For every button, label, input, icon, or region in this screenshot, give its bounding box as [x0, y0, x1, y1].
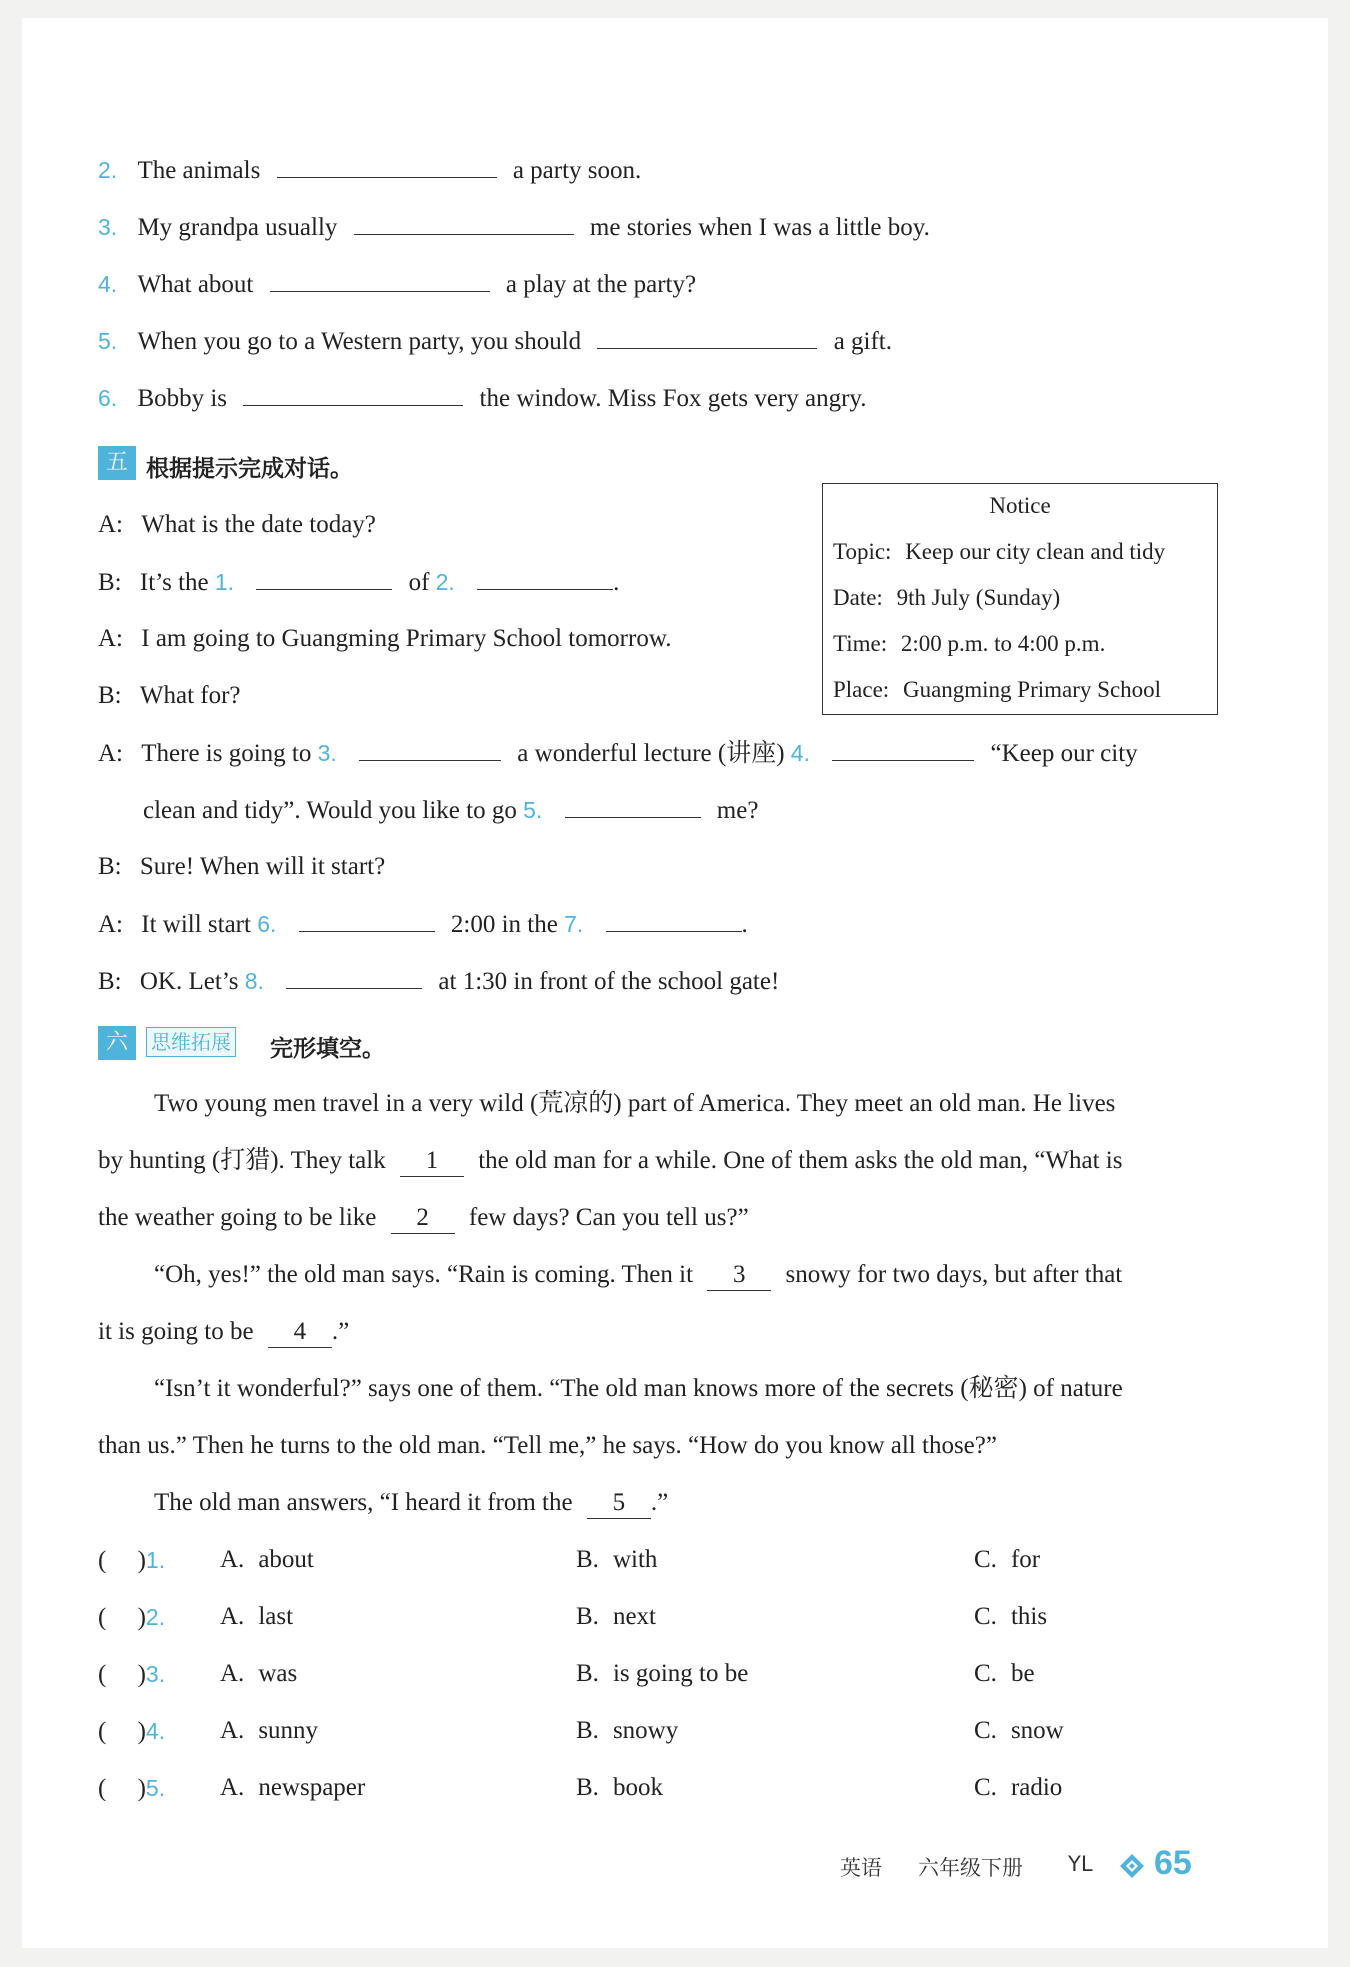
line-text: It will start — [141, 911, 251, 938]
option-text: sunny — [258, 1717, 319, 1744]
line-text: at 1:30 in front of the school gate! — [438, 968, 780, 995]
option-letter: C. — [974, 1660, 997, 1687]
option-a[interactable] — [220, 1659, 297, 1689]
passage-text: .” — [650, 1489, 669, 1516]
line-text: . — [741, 911, 748, 938]
option-text: snow — [1010, 1717, 1064, 1744]
option-c[interactable] — [974, 1773, 1062, 1803]
option-b[interactable] — [576, 1716, 678, 1746]
speaker: A: — [98, 511, 123, 538]
section-5-title: 根据提示完成对话。 — [146, 456, 353, 482]
option-row-4 — [98, 1716, 165, 1747]
dialogue-line-9 — [98, 966, 779, 997]
place-value: Guangming Primary School — [902, 677, 1162, 702]
dialogue-line-7 — [98, 852, 385, 882]
footer-subject: 英语 — [840, 1856, 882, 1880]
section-5-badge: 五 — [98, 446, 136, 480]
line-text: clean and tidy”. Would you like to go — [143, 797, 517, 824]
page-number: 65 — [1154, 1844, 1192, 1882]
passage-text: the old man for a while. One of them asks the old man, “What is — [478, 1147, 1123, 1174]
blank-number: 7. — [564, 911, 584, 937]
fill-item-6 — [98, 383, 867, 414]
option-text: next — [612, 1603, 656, 1630]
option-letter: C. — [974, 1774, 997, 1801]
passage-text: snowy for two days, but after that — [785, 1261, 1123, 1288]
speaker: B: — [98, 968, 122, 995]
topic-label: Topic: — [833, 539, 892, 564]
answer-bracket[interactable]: ( ) — [98, 1604, 146, 1631]
question-number: 2. — [145, 1604, 166, 1630]
answer-bracket[interactable]: ( ) — [98, 1661, 146, 1688]
answer-blank[interactable] — [299, 909, 435, 932]
footer-edition: YL — [1068, 1852, 1093, 1876]
line-text: It’s the — [139, 569, 209, 596]
dialogue-line-3 — [98, 624, 672, 654]
cloze-blank-5[interactable]: 5 — [587, 1488, 651, 1519]
fill-item-4 — [98, 269, 696, 300]
blank-number: 5. — [523, 797, 543, 823]
option-letter: C. — [974, 1717, 997, 1744]
notice-date — [833, 584, 1060, 612]
option-b[interactable] — [576, 1602, 656, 1632]
answer-blank[interactable] — [565, 795, 701, 818]
passage-line: Two young men travel in a very wild (荒凉的) part of America. They meet an old man. He lives — [154, 1090, 1116, 1117]
answer-blank[interactable] — [286, 966, 422, 989]
cloze-blank-3[interactable]: 3 — [707, 1260, 771, 1291]
option-c[interactable] — [974, 1602, 1047, 1632]
item-text: When you go to a Western party, you should — [137, 328, 582, 355]
dialogue-line-2 — [98, 567, 619, 598]
answer-blank[interactable] — [597, 326, 817, 349]
item-text: The animals — [137, 157, 261, 184]
option-row-1 — [98, 1545, 165, 1576]
option-text: is going to be — [612, 1660, 749, 1687]
question-number: 4. — [145, 1718, 166, 1744]
passage-text: .” — [331, 1318, 350, 1345]
item-number: 4. — [98, 271, 118, 297]
answer-blank[interactable] — [359, 738, 501, 761]
item-number: 2. — [98, 157, 118, 183]
dialogue-line-5 — [98, 738, 1138, 769]
line-text: . — [613, 569, 620, 596]
blank-number: 6. — [257, 911, 277, 937]
time-label: Time: — [833, 631, 888, 656]
passage-line: “Isn’t it wonderful?” says one of them. “The old man knows more of the secrets (秘密) of nature — [154, 1375, 1123, 1402]
cloze-blank-2[interactable]: 2 — [391, 1203, 455, 1234]
notice-title: Notice — [989, 493, 1051, 518]
blank-number: 3. — [317, 740, 337, 766]
option-letter: A. — [220, 1603, 245, 1630]
fill-item-3 — [98, 212, 930, 243]
passage-text: few days? Can you tell us?” — [468, 1204, 749, 1231]
dialogue-line-1 — [98, 510, 376, 540]
passage-line — [98, 1203, 749, 1234]
line-text: 2:00 in the — [450, 911, 558, 938]
option-text: this — [1010, 1603, 1048, 1630]
passage-text: it is going to be — [98, 1318, 254, 1345]
place-label: Place: — [833, 677, 890, 702]
option-letter: A. — [220, 1774, 245, 1801]
passage-line — [98, 1317, 349, 1348]
option-letter: B. — [576, 1660, 599, 1687]
fill-item-5 — [98, 326, 892, 357]
passage-line — [154, 1260, 1122, 1291]
option-b[interactable] — [576, 1659, 748, 1689]
option-letter: B. — [576, 1717, 599, 1744]
option-c[interactable] — [974, 1545, 1040, 1575]
passage-line — [98, 1146, 1122, 1177]
date-label: Date: — [833, 585, 883, 610]
answer-blank[interactable] — [277, 155, 497, 178]
line-text: What for? — [139, 682, 241, 709]
passage-line — [154, 1488, 668, 1519]
blank-number: 4. — [790, 740, 810, 766]
section-6-tag: 思维拓展 — [146, 1027, 236, 1057]
answer-bracket[interactable]: ( ) — [98, 1547, 146, 1574]
dialogue-line-4 — [98, 681, 241, 711]
item-text: a gift. — [833, 328, 893, 355]
option-text: for — [1010, 1546, 1041, 1573]
cloze-blank-1[interactable]: 1 — [400, 1146, 464, 1177]
passage-text: The old man answers, “I heard it from the — [154, 1489, 573, 1516]
option-letter: B. — [576, 1546, 599, 1573]
speaker: B: — [98, 569, 122, 596]
option-letter: A. — [220, 1546, 245, 1573]
speaker: A: — [98, 740, 123, 767]
item-text: a party soon. — [512, 157, 642, 184]
dialogue-line-6 — [143, 795, 758, 826]
blank-number: 1. — [214, 569, 235, 595]
option-a[interactable] — [220, 1602, 293, 1632]
answer-blank[interactable] — [354, 212, 574, 235]
line-text: What is the date today? — [141, 511, 376, 538]
item-text: My grandpa usually — [137, 214, 338, 241]
notice-time — [833, 630, 1105, 658]
answer-blank[interactable] — [243, 383, 463, 406]
answer-blank[interactable] — [606, 909, 742, 932]
option-row-3 — [98, 1659, 165, 1690]
answer-blank[interactable] — [477, 567, 613, 590]
footer-grade: 六年级下册 — [918, 1856, 1023, 1880]
line-text: Sure! When will it start? — [139, 853, 386, 880]
dialogue-line-8 — [98, 909, 748, 940]
question-number: 3. — [145, 1661, 166, 1687]
option-text: book — [612, 1774, 663, 1801]
blank-number: 8. — [244, 968, 264, 994]
line-text: of — [408, 569, 430, 596]
time-value: 2:00 p.m. to 4:00 p.m. — [900, 631, 1106, 656]
option-letter: A. — [220, 1717, 245, 1744]
answer-blank[interactable] — [832, 738, 974, 761]
diamond-icon — [1118, 1852, 1146, 1885]
speaker: B: — [98, 853, 122, 880]
item-number: 3. — [98, 214, 118, 240]
option-b[interactable] — [576, 1773, 663, 1803]
item-text: Bobby is — [137, 385, 228, 412]
fill-item-2 — [98, 155, 641, 186]
item-number: 6. — [98, 385, 118, 411]
date-value: 9th July (Sunday) — [896, 585, 1061, 610]
speaker: A: — [98, 625, 123, 652]
topic-value: Keep our city clean and tidy — [905, 539, 1166, 564]
option-text: snowy — [612, 1717, 679, 1744]
option-text: radio — [1010, 1774, 1063, 1801]
line-text: me? — [716, 797, 759, 824]
answer-blank[interactable] — [270, 269, 490, 292]
option-row-5 — [98, 1773, 165, 1804]
option-letter: B. — [576, 1774, 599, 1801]
passage-text: by hunting (打猎). They talk — [98, 1147, 386, 1174]
cloze-blank-4[interactable]: 4 — [268, 1317, 332, 1348]
item-text: a play at the party? — [505, 271, 697, 298]
option-letter: C. — [974, 1603, 997, 1630]
line-text: a wonderful lecture (讲座) — [517, 740, 785, 767]
passage-text: “Oh, yes!” the old man says. “Rain is coming. Then it — [154, 1261, 694, 1288]
notice-box — [822, 483, 1218, 715]
option-text: about — [258, 1546, 314, 1573]
option-text: newspaper — [258, 1774, 366, 1801]
blank-number: 2. — [435, 569, 455, 595]
answer-blank[interactable] — [256, 567, 392, 590]
speaker: A: — [98, 911, 123, 938]
option-row-2 — [98, 1602, 165, 1633]
option-letter: C. — [974, 1546, 997, 1573]
passage-text: the weather going to be like — [98, 1204, 377, 1231]
notice-topic — [833, 538, 1165, 566]
item-number: 5. — [98, 328, 118, 354]
question-number: 1. — [145, 1547, 166, 1573]
option-text: was — [258, 1660, 298, 1687]
option-text: be — [1010, 1660, 1035, 1687]
item-text: me stories when I was a little boy. — [589, 214, 930, 241]
section-6-badge: 六 — [98, 1026, 136, 1060]
option-letter: A. — [220, 1660, 245, 1687]
line-text: There is going to — [141, 740, 312, 767]
option-a[interactable] — [220, 1716, 318, 1746]
option-text: last — [258, 1603, 294, 1630]
section-6-title: 完形填空。 — [270, 1036, 385, 1062]
option-c[interactable] — [974, 1659, 1035, 1689]
line-text: “Keep our city — [990, 740, 1138, 767]
option-b[interactable] — [576, 1545, 657, 1575]
notice-place — [833, 676, 1161, 704]
answer-bracket[interactable]: ( ) — [98, 1718, 146, 1745]
option-c[interactable] — [974, 1716, 1064, 1746]
line-text: I am going to Guangming Primary School tomorrow. — [141, 625, 672, 652]
question-number: 5. — [145, 1775, 166, 1801]
option-text: with — [612, 1546, 658, 1573]
line-text: OK. Let’s — [139, 968, 239, 995]
item-text: What about — [137, 271, 254, 298]
speaker: B: — [98, 682, 122, 709]
item-text: the window. Miss Fox gets very angry. — [479, 385, 867, 412]
option-letter: B. — [576, 1603, 599, 1630]
option-a[interactable] — [220, 1545, 314, 1575]
option-a[interactable] — [220, 1773, 365, 1803]
worksheet-page — [22, 18, 1328, 1948]
passage-line: than us.” Then he turns to the old man. “Tell me,” he says. “How do you know all those?” — [98, 1432, 997, 1459]
answer-bracket[interactable]: ( ) — [98, 1775, 146, 1802]
